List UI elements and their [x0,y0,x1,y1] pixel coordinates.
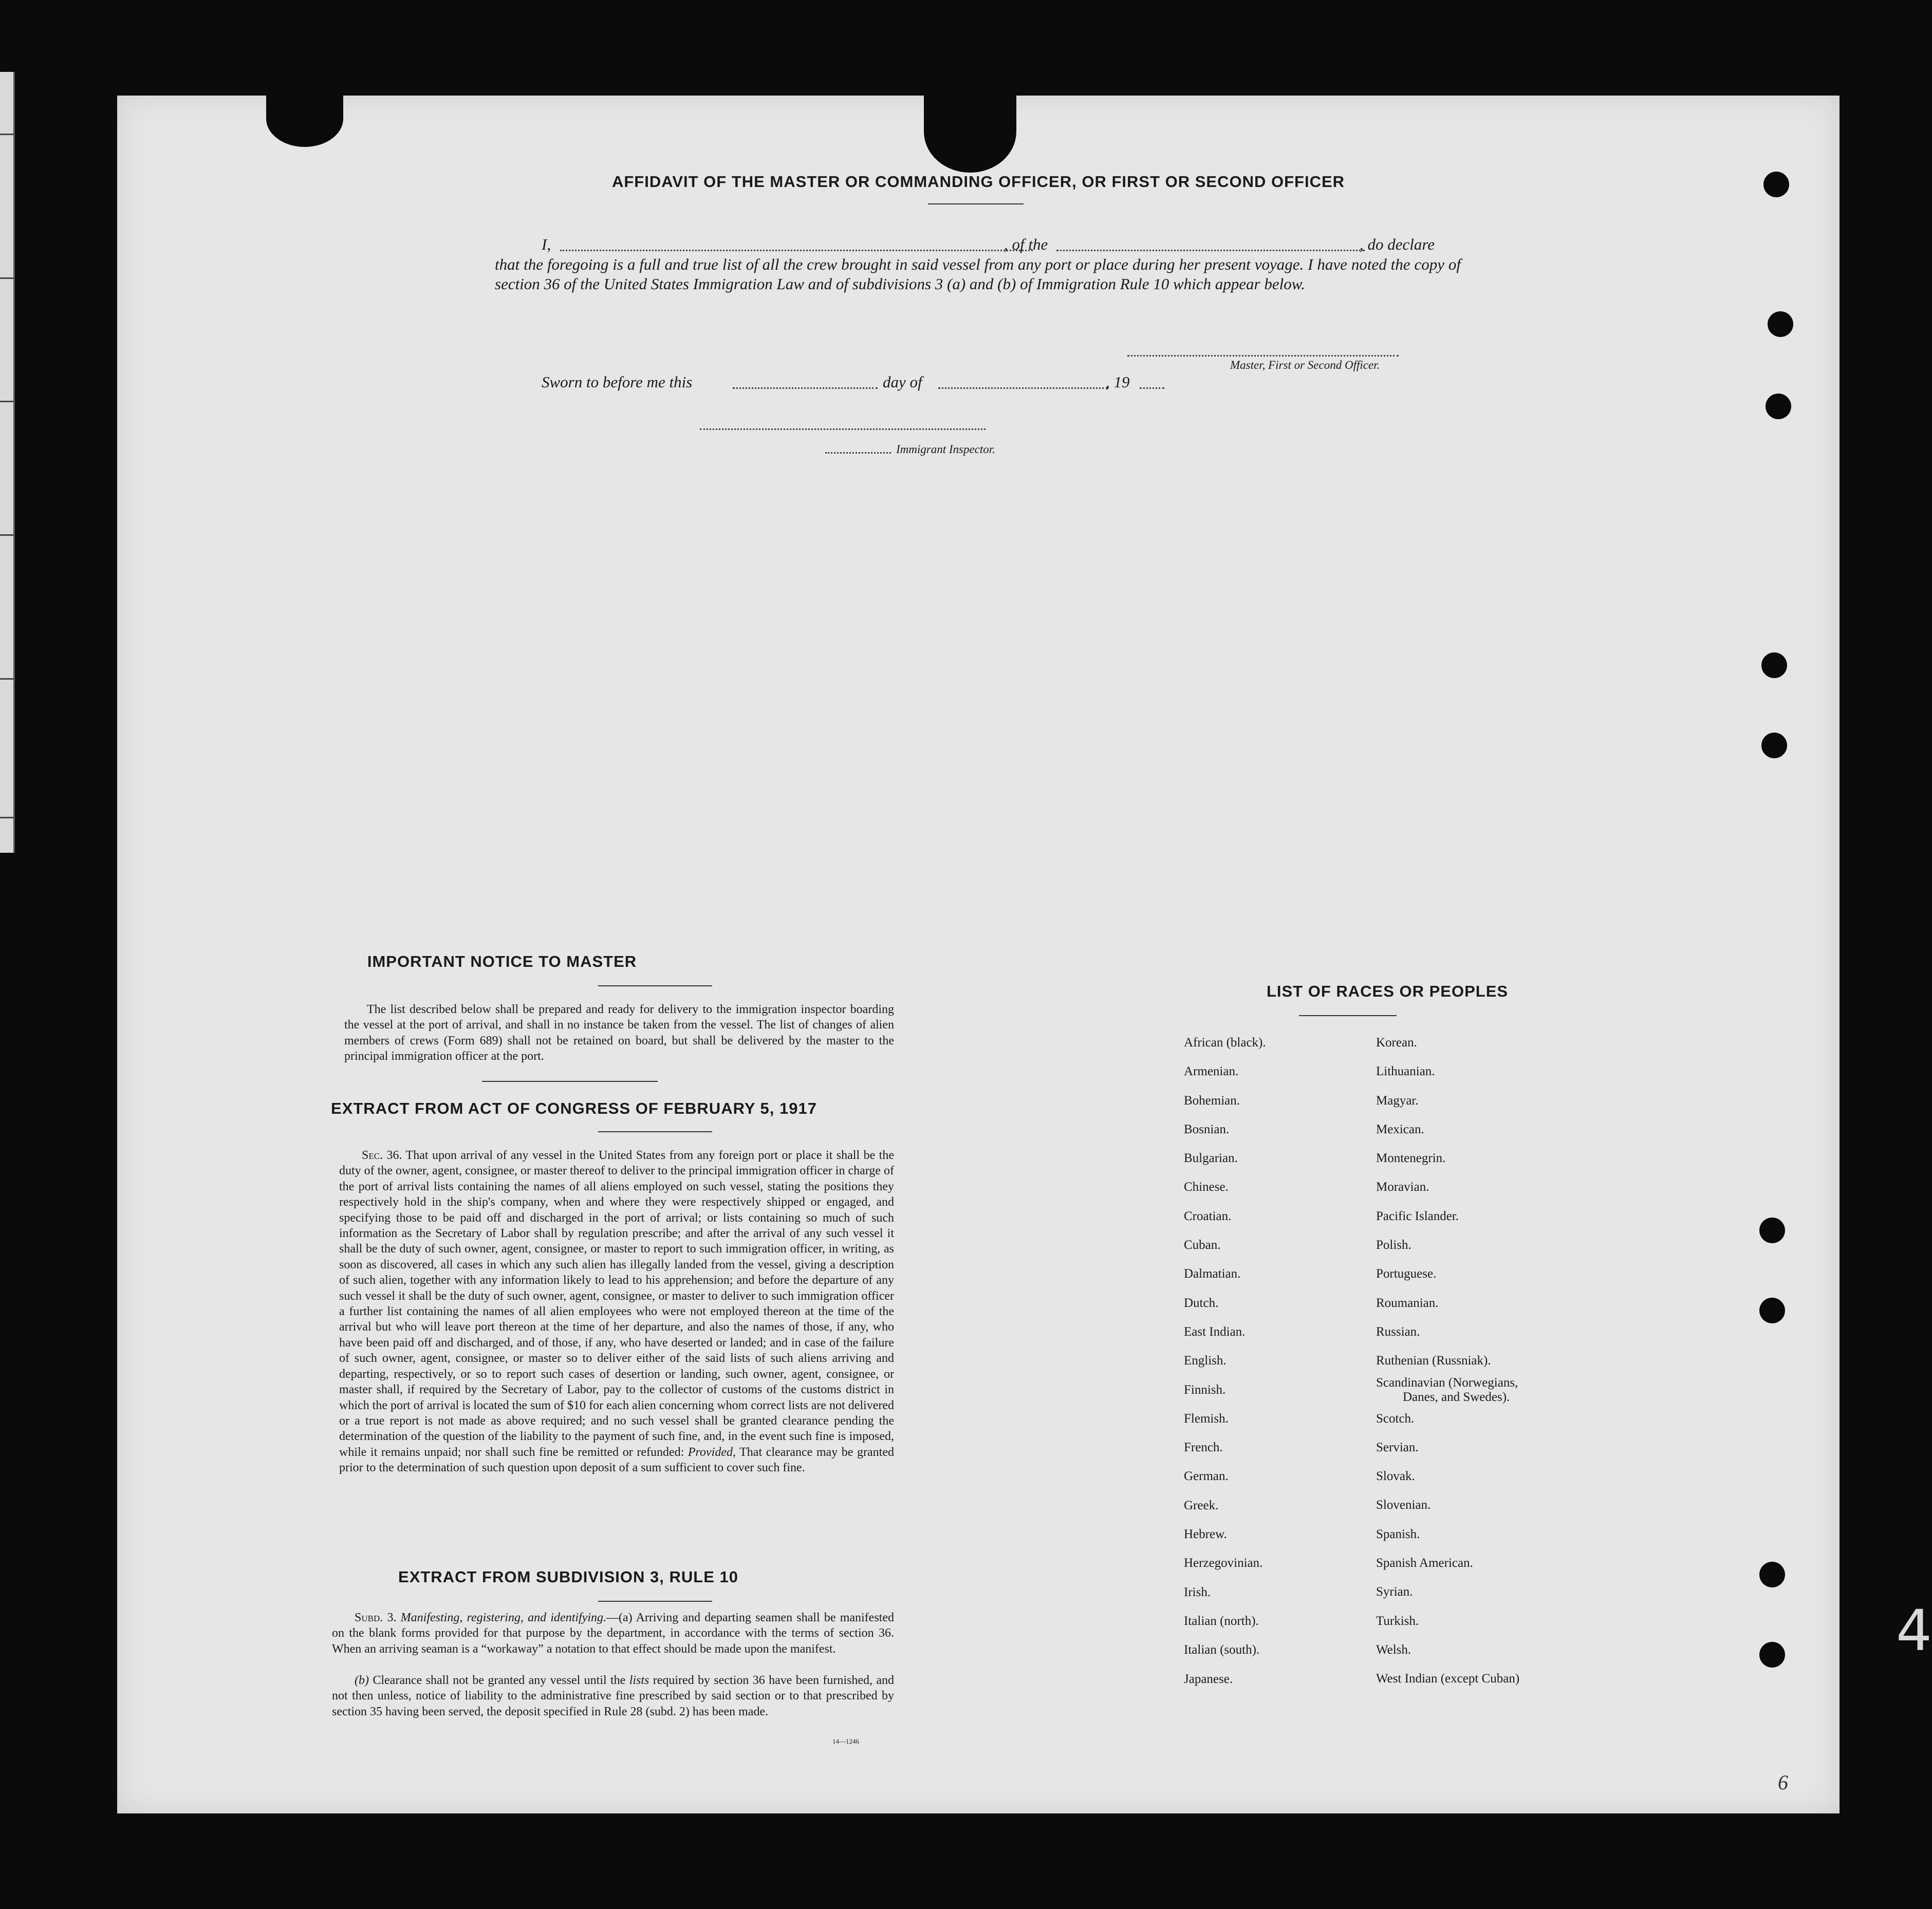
rule-title: EXTRACT FROM SUBDIVISION 3, RULE 10 [398,1568,738,1586]
race-item: Portuguese. [1376,1267,1437,1281]
race-item: English. [1184,1354,1227,1368]
notice-text: The list described below shall be prepared and ready for delivery to the immigration inspector boarding the vessel at the port of arrival, and shall in no instance be taken from the vessel. The list of changes of alien members of crews (Form 689) shall not be retained on board, but shall be delivered by the master to the principal immigration officer at the port. [344,1003,894,1063]
race-item: Dalmatian. [1184,1267,1241,1281]
race-item: Armenian. [1184,1064,1239,1079]
race-item: Spanish. [1376,1527,1420,1541]
race-item: Turkish. [1376,1614,1419,1628]
margin-number: 4 [1896,1598,1932,1663]
act-provided-label: Provided, [688,1445,736,1459]
master-signature-line [1127,355,1399,357]
race-item: West Indian (except Cuban) [1376,1672,1520,1686]
race-item: Spanish American. [1376,1556,1473,1570]
race-item: Bulgarian. [1184,1151,1238,1166]
punch-hole [1761,652,1787,678]
act-section-text: That upon arrival of any vessel in the United States from any foreign port or place it shall be the duty of the owner, agent, consignee, or master thereof to deliver to the principal immigration officer in charge of the port of arrival lists containing the names of all aliens employed on such vessel, stating the positions they respectively hold in the ship's company, when and where they were respectively shipped or engaged, and specifying those to be paid off and discharged in the port of arrival; or lists containing so much of such information as the Secretary of Labor shall by regulation prescribe; and after the arrival of any such vessel it shall be the duty of such owner, agent, consignee, or master to report to such immigration officer, in writing, as soon as discovered, all cases in which any such alien has illegally landed from the vessel, giving a description of such alien, together with any information likely to lead to his apprehension; and before the departure of any such vessel it shall be the duty of such owner, agent, consignee, or master to deliver to such immigration officer a further list containing the names of all alien employees who were not employed thereon at the time of the arrival but who will leave port thereon at the time of her departure, and also the names of those, if any, who have been paid off and discharged, and of those, if any, who have deserted or landed; and in case of the failure of such owner, agent, consignee, or master so to deliver either of the said lists of such aliens arriving and departing, respectively, or so to report such cases of desertion or landing, such owner, agent, consignee, or master shall, if required by the Secretary of Labor, pay to the collector of customs of the customs district in which the port of arrival is located the sum of $10 for each alien concerning whom correct lists are not delivered or a true report is not made as above required; and no such vessel shall be granted clearance pending the determination of the question of the liability to the payment of such fine, and, in the event such fine is imposed, while it remains unpaid; nor shall such fine be remitted or refunded: [339,1149,894,1459]
races-right-column [1376,1028,1519,1694]
race-item: Italian (north). [1184,1614,1259,1628]
punch-hole [1759,1642,1785,1668]
race-item: Welsh. [1376,1642,1411,1657]
race-item: Russian. [1376,1324,1420,1339]
race-item: Moravian. [1376,1180,1429,1194]
rule-subd-label: Subd. 3. [355,1611,397,1624]
corner-mark: 6 [1778,1771,1788,1794]
year-text: , 19 [1106,373,1130,391]
title-rule [928,203,1024,204]
race-item: German. [1184,1469,1229,1484]
notice-title-rule [598,985,712,986]
punch-hole [1759,1562,1785,1587]
race-item: Hebrew. [1184,1527,1227,1542]
race-item: Finnish. [1184,1382,1226,1397]
rule-subd-a [332,1610,894,1657]
sworn-text: Sworn to before me this [542,373,693,391]
inspector-prefix-line [825,452,891,454]
race-item: Cuban. [1184,1238,1221,1252]
punch-hole [1759,1298,1785,1323]
act-section-label: Sec. 36. [362,1149,402,1162]
month-blank [938,387,1108,389]
affidavit-i: I, [542,235,551,253]
race-item: Servian. [1376,1440,1419,1454]
race-item: Polish. [1376,1238,1411,1252]
race-item: Japanese. [1184,1672,1233,1686]
race-item: Bosnian. [1184,1122,1230,1136]
race-item: African (black). [1184,1036,1266,1050]
rule-b-text-2: required by section 36 have been furnished, and not then unless, notice of liability to the administrative fine prescribed by said section or to that prescribed by section 35 having been served, the deposit specified in Rule 28 (subd. 2) has been made. [332,1674,895,1718]
form-code: 14—1246 [832,1737,859,1745]
act-provided-text: That clearance may be granted prior to the determination of such question upon deposit of a sum sufficient to cover such fine. [339,1445,894,1475]
race-item: Slovenian. [1376,1498,1431,1512]
film-edge [0,72,15,853]
race-item: Lithuanian. [1376,1064,1435,1079]
race-item: French. [1184,1440,1223,1455]
race-item: Roumanian. [1376,1296,1439,1310]
race-item: Scotch. [1376,1411,1415,1426]
affidavit-of-the: , of the [1004,235,1048,253]
day-blank [733,387,878,389]
race-item: Chinese. [1184,1180,1229,1194]
races-left-column [1184,1028,1266,1694]
race-item: Ruthenian (Russniak). [1376,1354,1491,1368]
race-item: Mexican. [1376,1122,1424,1136]
race-item: Korean. [1376,1036,1417,1050]
rule-subd-b [332,1673,894,1719]
name-blank [560,250,1033,251]
binding-notch-left [266,90,343,147]
race-item: East Indian. [1184,1324,1246,1339]
race-item: Pacific Islander. [1376,1209,1459,1223]
race-item: Bohemian. [1184,1093,1240,1108]
master-caption: Master, First or Second Officer. [1230,359,1380,371]
binding-notch-center [924,90,1016,173]
rule-b-text-1: Clearance shall not be granted any vessel until the [373,1674,626,1687]
race-item: Danes, and Swedes). [1403,1390,1510,1404]
day-of-text: day of [883,373,922,391]
rule-b-label: (b) [355,1674,369,1687]
rule-b-lists: lists [629,1674,649,1687]
act-title: EXTRACT FROM ACT OF CONGRESS OF FEBRUARY 5, 1917 [331,1099,817,1117]
race-item: Greek. [1184,1498,1219,1512]
race-item: Magyar. [1376,1093,1419,1108]
race-item: Slovak. [1376,1469,1415,1484]
rule-a-text: Arriving and departing seamen shall be manifested on the blank forms provided for that purpose by the department, in accordance with the terms of section 36. When an arriving seaman is a “workaway” a notation to that effect should be made upon the manifest. [332,1611,894,1656]
affidavit-do-declare: , do declare [1360,235,1435,253]
notice-separator [482,1081,658,1082]
affidavit-declaration: that the foregoing is a full and true list of all the crew brought in said vessel from any port or place during her present voyage. I have noted the copy of section 36 of the United States Immigration Law and of subdivisions 3 (a) and (b) of Immigration Rule 10 which appear below. [495,255,1461,293]
rule-subd-heading: Manifesting, registering, and identifying. [400,1611,607,1624]
race-item: Irish. [1184,1585,1211,1599]
race-item: Flemish. [1184,1411,1229,1426]
document-page [117,96,1840,1813]
inspector-caption: Immigrant Inspector. [896,443,995,456]
act-text [339,1148,894,1476]
punch-hole [1766,394,1791,419]
punch-hole [1761,733,1787,758]
race-item: Herzegovinian. [1184,1556,1263,1570]
punch-hole [1759,1218,1785,1243]
notice-title: IMPORTANT NOTICE TO MASTER [367,952,637,970]
races-title-rule [1299,1015,1397,1016]
races-title: LIST OF RACES OR PEOPLES [1266,982,1509,1000]
affidavit-title: AFFIDAVIT OF THE MASTER OR COMMANDING OFFICER, OR FIRST OR SECOND OFFICER [611,173,1345,191]
race-item: Montenegrin. [1376,1151,1446,1166]
rule-a-label: —(a) [606,1611,633,1624]
act-title-rule [598,1131,712,1132]
inspector-signature-line [700,428,986,430]
punch-hole [1768,311,1793,337]
race-item: Scandinavian (Norwegians, [1376,1375,1518,1390]
vessel-blank [1056,250,1365,251]
race-item: Syrian. [1376,1585,1413,1599]
rule-title-rule [598,1601,712,1602]
race-item: Italian (south). [1184,1643,1260,1657]
year-blank [1140,387,1164,389]
race-item: Dutch. [1184,1296,1219,1310]
race-item: Croatian. [1184,1209,1232,1223]
